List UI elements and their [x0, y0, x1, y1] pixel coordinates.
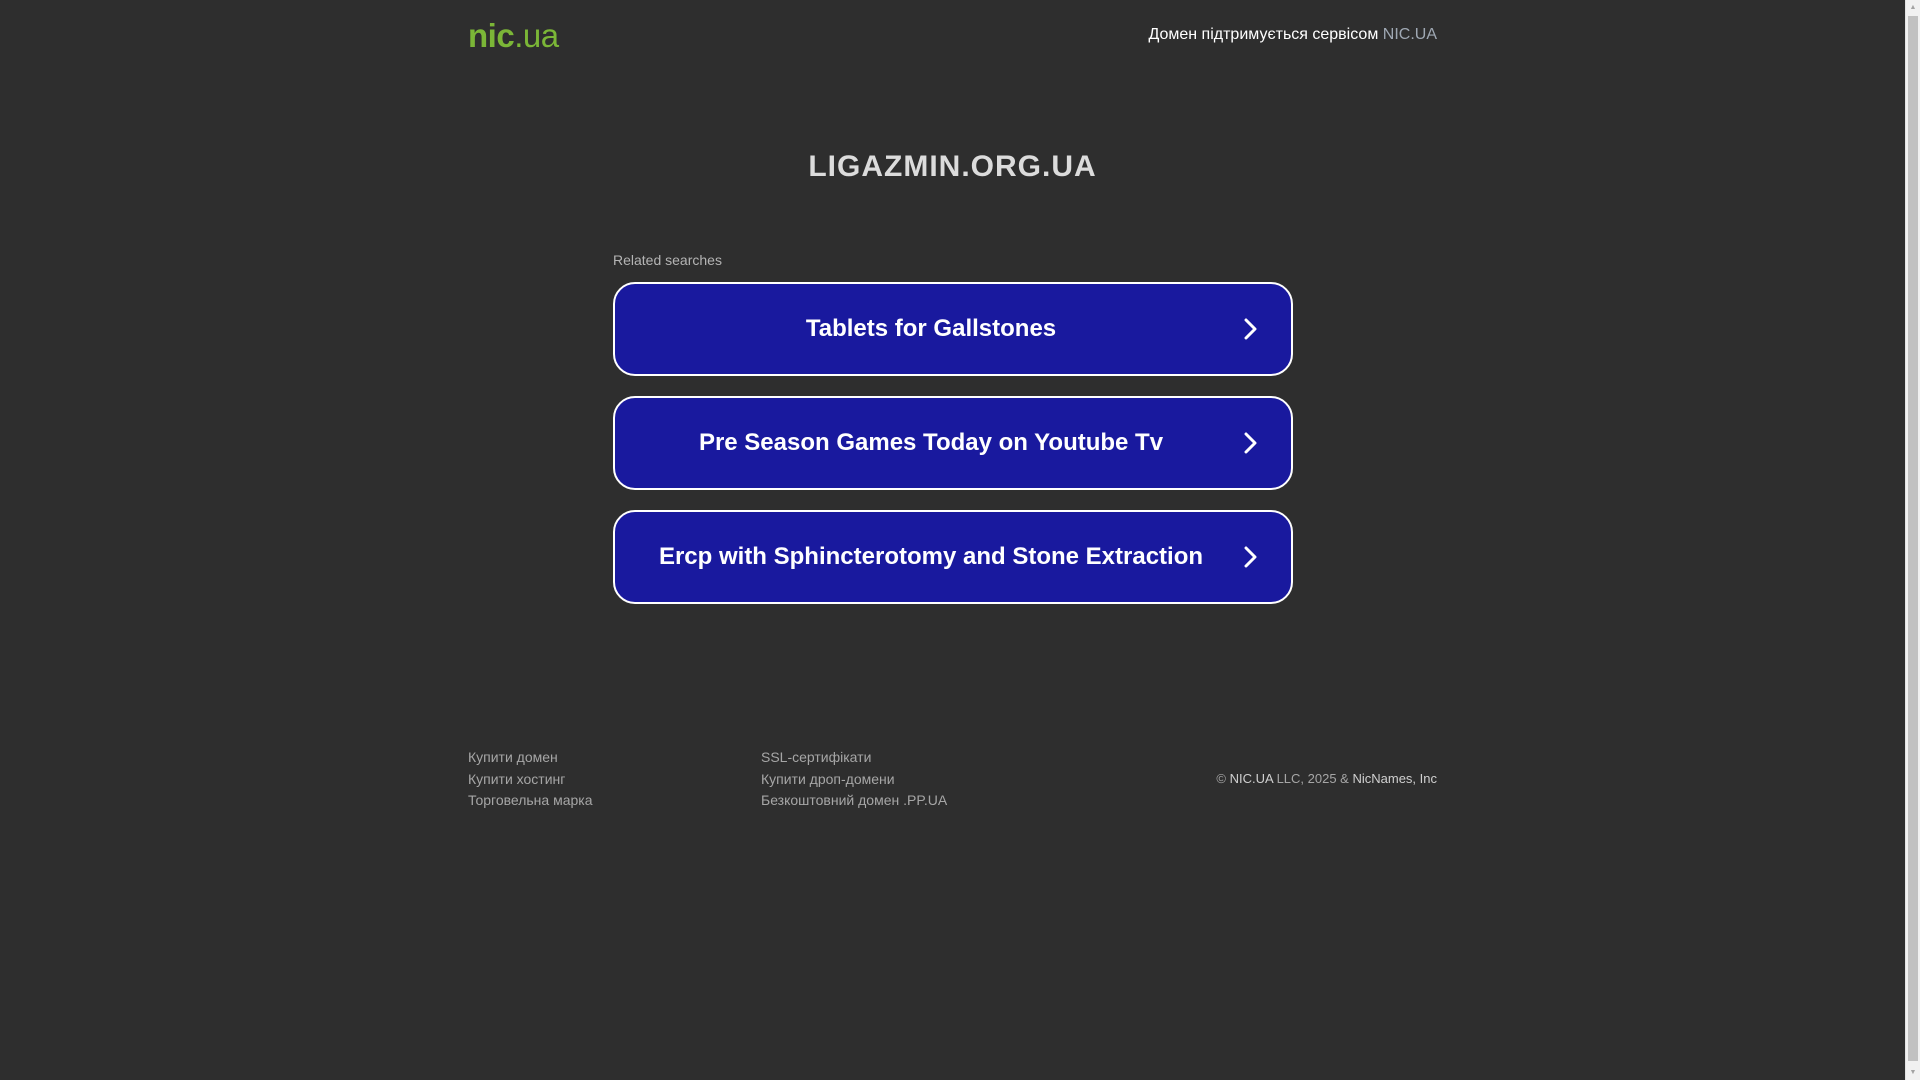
related-link-label: Ercp with Sphincterotomy and Stone Extraction: [658, 543, 1204, 570]
footer-link-trademark[interactable]: Торговельна марка: [468, 792, 593, 808]
chevron-right-icon: [1239, 318, 1261, 340]
footer-links-col-2: [761, 747, 947, 812]
domain-support-note: [1148, 26, 1437, 44]
scroll-up-arrow-icon[interactable]: ▲: [1909, 4, 1917, 11]
support-note-text: Домен підтримується сервісом: [1148, 26, 1383, 43]
scroll-down-arrow-icon[interactable]: ▼: [1909, 1069, 1917, 1076]
related-link-label: Pre Season Games Today on Youtube Tv: [698, 429, 1164, 456]
chevron-right-icon: [1239, 546, 1261, 568]
logo-main: nic: [468, 16, 515, 54]
domain-title: LIGAZMIN.ORG.UA: [808, 150, 1097, 183]
copyright-partner-link[interactable]: NicNames, Inc: [1352, 771, 1437, 786]
related-link-label: Tablets for Gallstones: [805, 315, 1057, 342]
copyright-prefix: ©: [1216, 771, 1230, 786]
logo-tld: .ua: [514, 16, 559, 54]
related-searches: [613, 252, 1293, 624]
copyright-middle: LLC, 2025 &: [1272, 771, 1353, 786]
nic-ua-brand-link[interactable]: NIC.UA: [1382, 26, 1437, 43]
related-searches-heading: Related searches: [613, 252, 722, 268]
chevron-right-icon: [1239, 432, 1261, 454]
copyright-company-link[interactable]: NIC.UA: [1229, 771, 1273, 786]
site-footer: [468, 747, 1437, 817]
footer-link-free-pp-ua-domain[interactable]: Безкоштовний домен .PP.UA: [761, 792, 948, 808]
nic-ua-logo[interactable]: [468, 16, 559, 54]
footer-link-drop-domains[interactable]: Купити дроп-домени: [761, 770, 895, 787]
scrollbar-thumb[interactable]: [1908, 16, 1918, 1061]
related-link-ercp-sphincterotomy[interactable]: [613, 510, 1293, 604]
related-link-tablets-for-gallstones[interactable]: [613, 282, 1293, 376]
related-link-pre-season-games[interactable]: [613, 396, 1293, 490]
footer-links-col-1: [468, 747, 593, 812]
footer-link-buy-domain[interactable]: Купити домен: [468, 749, 558, 765]
footer-link-buy-hosting[interactable]: Купити хостинг: [468, 770, 566, 787]
copyright-notice: [1216, 768, 1437, 790]
site-header: [468, 0, 1437, 70]
vertical-scrollbar[interactable]: [1905, 0, 1920, 1080]
footer-link-ssl-certificates[interactable]: SSL-сертифікати: [761, 749, 872, 765]
